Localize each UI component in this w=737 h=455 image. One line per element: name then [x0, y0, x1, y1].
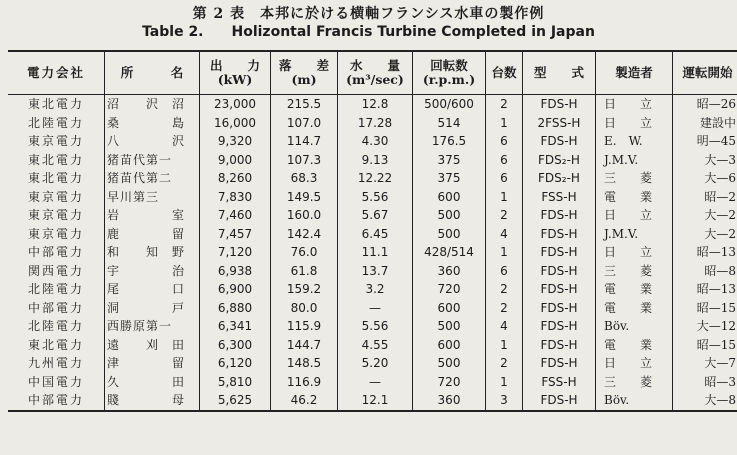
cell-rpm: 720 — [413, 373, 486, 392]
cell-maker: 日 立 — [596, 206, 673, 225]
header-head-unit: (m) — [291, 72, 317, 87]
table-row — [8, 373, 737, 392]
header-output — [200, 51, 271, 95]
cell-maker: 日 立 — [596, 354, 673, 373]
cell-flow: — — [338, 373, 413, 392]
cell-units: 1 — [486, 373, 523, 392]
table-row — [8, 317, 737, 336]
cell-rpm: 500 — [413, 317, 486, 336]
cell-start: 昭—13 — [673, 243, 737, 262]
cell-output: 7,457 — [200, 225, 271, 244]
cell-output: 7,460 — [200, 206, 271, 225]
table-row — [8, 114, 737, 133]
cell-maker: 電 業 — [596, 280, 673, 299]
cell-type: FDS-H — [523, 132, 596, 151]
header-flow-label: 水 量 — [349, 58, 400, 73]
cell-output: 6,900 — [200, 280, 271, 299]
cell-output: 6,880 — [200, 299, 271, 318]
cell-output: 23,000 — [200, 95, 271, 114]
cell-location: 早川第三 — [105, 188, 200, 207]
cell-maker: 三 菱 — [596, 262, 673, 281]
table-row — [8, 280, 737, 299]
cell-flow: 4.55 — [338, 336, 413, 355]
cell-units: 4 — [486, 225, 523, 244]
cell-location: 遠 刈 田 — [105, 336, 200, 355]
cell-maker: E. W. — [596, 132, 673, 151]
cell-start: 大—6 — [673, 169, 737, 188]
header-output-unit: (kW) — [217, 72, 253, 87]
table-row — [8, 151, 737, 170]
cell-type: FDS-H — [523, 391, 596, 411]
cell-output: 9,000 — [200, 151, 271, 170]
table-row — [8, 354, 737, 373]
cell-start: 大—7 — [673, 354, 737, 373]
cell-maker: 電 業 — [596, 336, 673, 355]
cell-start: 大—12 — [673, 317, 737, 336]
cell-rpm: 720 — [413, 280, 486, 299]
table-row — [8, 188, 737, 207]
cell-flow: 5.56 — [338, 317, 413, 336]
table-header-row — [8, 51, 737, 95]
cell-head: 46.2 — [271, 391, 338, 411]
cell-type: FDS₂-H — [523, 169, 596, 188]
cell-type: FDS-H — [523, 317, 596, 336]
cell-type: FDS-H — [523, 299, 596, 318]
cell-units: 1 — [486, 243, 523, 262]
cell-company: 東京電力 — [27, 226, 84, 241]
cell-flow: 5.56 — [338, 188, 413, 207]
cell-location: 洞 戸 — [105, 299, 200, 318]
cell-flow: 12.22 — [338, 169, 413, 188]
cell-output: 7,120 — [200, 243, 271, 262]
cell-head: 114.7 — [271, 132, 338, 151]
cell-company: 東北電力 — [27, 152, 84, 167]
cell-company: 北陸電力 — [27, 115, 84, 130]
cell-company: 関西電力 — [27, 263, 84, 278]
cell-type: FSS-H — [523, 188, 596, 207]
cell-maker: 日 立 — [596, 243, 673, 262]
cell-type: FDS₂-H — [523, 151, 596, 170]
cell-output: 6,938 — [200, 262, 271, 281]
table-row — [8, 132, 737, 151]
cell-start: 昭—15 — [673, 336, 737, 355]
cell-units: 2 — [486, 354, 523, 373]
cell-units: 1 — [486, 336, 523, 355]
cell-start: 明—45 — [673, 132, 737, 151]
cell-head: 107.0 — [271, 114, 338, 133]
cell-type: FDS-H — [523, 280, 596, 299]
cell-head: 68.3 — [271, 169, 338, 188]
cell-type: FSS-H — [523, 373, 596, 392]
header-company: 電力会社 — [26, 65, 85, 80]
cell-company: 北陸電力 — [27, 282, 84, 297]
cell-units: 2 — [486, 206, 523, 225]
table-row — [8, 262, 737, 281]
table-body — [8, 95, 737, 411]
cell-head: 144.7 — [271, 336, 338, 355]
cell-head: 160.0 — [271, 206, 338, 225]
cell-company: 中部電力 — [27, 300, 84, 315]
cell-head: 159.2 — [271, 280, 338, 299]
cell-company: 東京電力 — [27, 134, 84, 149]
cell-head: 148.5 — [271, 354, 338, 373]
cell-units: 1 — [486, 188, 523, 207]
cell-flow: 12.1 — [338, 391, 413, 411]
cell-head: 80.0 — [271, 299, 338, 318]
cell-rpm: 500 — [413, 225, 486, 244]
cell-start: 昭—8 — [673, 262, 737, 281]
cell-type: 2FSS-H — [523, 114, 596, 133]
cell-start: 大—2 — [673, 225, 737, 244]
cell-location: 賤 母 — [105, 391, 200, 411]
cell-maker: 電 業 — [596, 188, 673, 207]
cell-maker: 日 立 — [596, 95, 673, 114]
header-head-label: 落 差 — [278, 58, 329, 73]
cell-rpm: 360 — [413, 391, 486, 411]
cell-start: 昭—3 — [673, 373, 737, 392]
table-row — [8, 299, 737, 318]
cell-start: 大—8 — [673, 391, 737, 411]
cell-location: 和 知 野 — [105, 243, 200, 262]
table-row — [8, 95, 737, 114]
cell-units: 3 — [486, 391, 523, 411]
header-start: 運転開始 — [673, 51, 737, 95]
cell-head: 107.3 — [271, 151, 338, 170]
cell-type: FDS-H — [523, 206, 596, 225]
cell-head: 142.4 — [271, 225, 338, 244]
cell-rpm: 500/600 — [413, 95, 486, 114]
cell-output: 5,625 — [200, 391, 271, 411]
cell-units: 2 — [486, 280, 523, 299]
cell-start: 大—2 — [673, 206, 737, 225]
cell-flow: 17.28 — [338, 114, 413, 133]
cell-location: 猪苗代第二 — [105, 169, 200, 188]
cell-location: 猪苗代第一 — [105, 151, 200, 170]
cell-output: 7,830 — [200, 188, 271, 207]
cell-rpm: 375 — [413, 169, 486, 188]
cell-type: FDS-H — [523, 243, 596, 262]
cell-company: 中部電力 — [27, 393, 84, 408]
turbine-table — [8, 50, 737, 412]
cell-rpm: 375 — [413, 151, 486, 170]
cell-company: 北陸電力 — [27, 319, 84, 334]
cell-output: 6,300 — [200, 336, 271, 355]
cell-units: 2 — [486, 299, 523, 318]
cell-location: 桑 島 — [105, 114, 200, 133]
cell-rpm: 600 — [413, 299, 486, 318]
table-row — [8, 391, 737, 411]
table-row — [8, 243, 737, 262]
cell-flow: 11.1 — [338, 243, 413, 262]
header-flow-unit: (m³/sec) — [346, 72, 404, 87]
cell-flow: 12.8 — [338, 95, 413, 114]
header-type: 型 式 — [523, 51, 596, 95]
cell-start: 昭—13 — [673, 280, 737, 299]
cell-flow: — — [338, 299, 413, 318]
cell-rpm: 428/514 — [413, 243, 486, 262]
cell-company: 九州電力 — [27, 356, 84, 371]
cell-start: 建設中 — [673, 114, 737, 133]
cell-flow: 13.7 — [338, 262, 413, 281]
cell-company: 東北電力 — [27, 97, 84, 112]
cell-head: 76.0 — [271, 243, 338, 262]
cell-head: 115.9 — [271, 317, 338, 336]
cell-head: 215.5 — [271, 95, 338, 114]
cell-type: FDS-H — [523, 95, 596, 114]
cell-units: 6 — [486, 262, 523, 281]
cell-output: 5,810 — [200, 373, 271, 392]
header-head — [271, 51, 338, 95]
cell-head: 116.9 — [271, 373, 338, 392]
header-rpm — [413, 51, 486, 95]
cell-company: 中部電力 — [27, 245, 84, 260]
cell-location: 津 留 — [105, 354, 200, 373]
cell-flow: 6.45 — [338, 225, 413, 244]
cell-output: 8,260 — [200, 169, 271, 188]
cell-type: FDS-H — [523, 336, 596, 355]
cell-output: 16,000 — [200, 114, 271, 133]
cell-rpm: 500 — [413, 206, 486, 225]
cell-location: 沼 沢 沼 — [105, 95, 200, 114]
cell-maker: 電 業 — [596, 299, 673, 318]
cell-flow: 3.2 — [338, 280, 413, 299]
header-units: 台数 — [486, 51, 523, 95]
cell-location: 宇 治 — [105, 262, 200, 281]
cell-rpm: 360 — [413, 262, 486, 281]
table-row — [8, 336, 737, 355]
header-flow — [338, 51, 413, 95]
cell-company: 中国電力 — [27, 374, 84, 389]
cell-flow: 4.30 — [338, 132, 413, 151]
cell-location: 岩 室 — [105, 206, 200, 225]
cell-maker: 日 立 — [596, 114, 673, 133]
cell-company: 東京電力 — [27, 189, 84, 204]
cell-maker: J.M.V. — [596, 151, 673, 170]
cell-type: FDS-H — [523, 262, 596, 281]
table-title-english: Table 2. Holizontal Francis Turbine Completed in Japan — [142, 24, 595, 40]
cell-units: 6 — [486, 169, 523, 188]
cell-units: 2 — [486, 95, 523, 114]
cell-location: 鹿 留 — [105, 225, 200, 244]
cell-output: 6,120 — [200, 354, 271, 373]
header-rpm-label: 回転数 — [430, 58, 468, 73]
cell-rpm: 176.5 — [413, 132, 486, 151]
table-row — [8, 169, 737, 188]
cell-head: 61.8 — [271, 262, 338, 281]
header-output-label: 出 力 — [209, 58, 260, 73]
cell-units: 6 — [486, 132, 523, 151]
table-row — [8, 225, 737, 244]
cell-flow: 5.20 — [338, 354, 413, 373]
cell-rpm: 600 — [413, 336, 486, 355]
cell-flow: 9.13 — [338, 151, 413, 170]
cell-company: 東北電力 — [27, 337, 84, 352]
table-title-japanese: 第 2 表 本邦に於ける横軸フランシス水車の製作例 — [192, 6, 545, 22]
cell-start: 大—3 — [673, 151, 737, 170]
cell-location: 久 田 — [105, 373, 200, 392]
header-maker: 製造者 — [596, 51, 673, 95]
cell-maker: J.M.V. — [596, 225, 673, 244]
cell-maker: Böv. — [596, 391, 673, 411]
cell-company: 東北電力 — [27, 171, 84, 186]
cell-start: 昭—26 — [673, 95, 737, 114]
cell-location: 八 沢 — [105, 132, 200, 151]
cell-units: 6 — [486, 151, 523, 170]
cell-rpm: 500 — [413, 354, 486, 373]
header-rpm-unit: (r.p.m.) — [422, 72, 476, 87]
cell-units: 1 — [486, 114, 523, 133]
cell-output: 6,341 — [200, 317, 271, 336]
cell-rpm: 600 — [413, 188, 486, 207]
cell-head: 149.5 — [271, 188, 338, 207]
cell-maker: 三 菱 — [596, 373, 673, 392]
cell-maker: Böv. — [596, 317, 673, 336]
cell-start: 昭—2 — [673, 188, 737, 207]
header-location: 所 名 — [105, 51, 200, 95]
cell-flow: 5.67 — [338, 206, 413, 225]
cell-location: 西勝原第一 — [105, 317, 200, 336]
cell-company: 東京電力 — [27, 208, 84, 223]
cell-output: 9,320 — [200, 132, 271, 151]
cell-location: 尾 口 — [105, 280, 200, 299]
cell-type: FDS-H — [523, 225, 596, 244]
cell-type: FDS-H — [523, 354, 596, 373]
cell-start: 昭—15 — [673, 299, 737, 318]
table-row — [8, 206, 737, 225]
cell-units: 4 — [486, 317, 523, 336]
cell-rpm: 514 — [413, 114, 486, 133]
cell-maker: 三 菱 — [596, 169, 673, 188]
